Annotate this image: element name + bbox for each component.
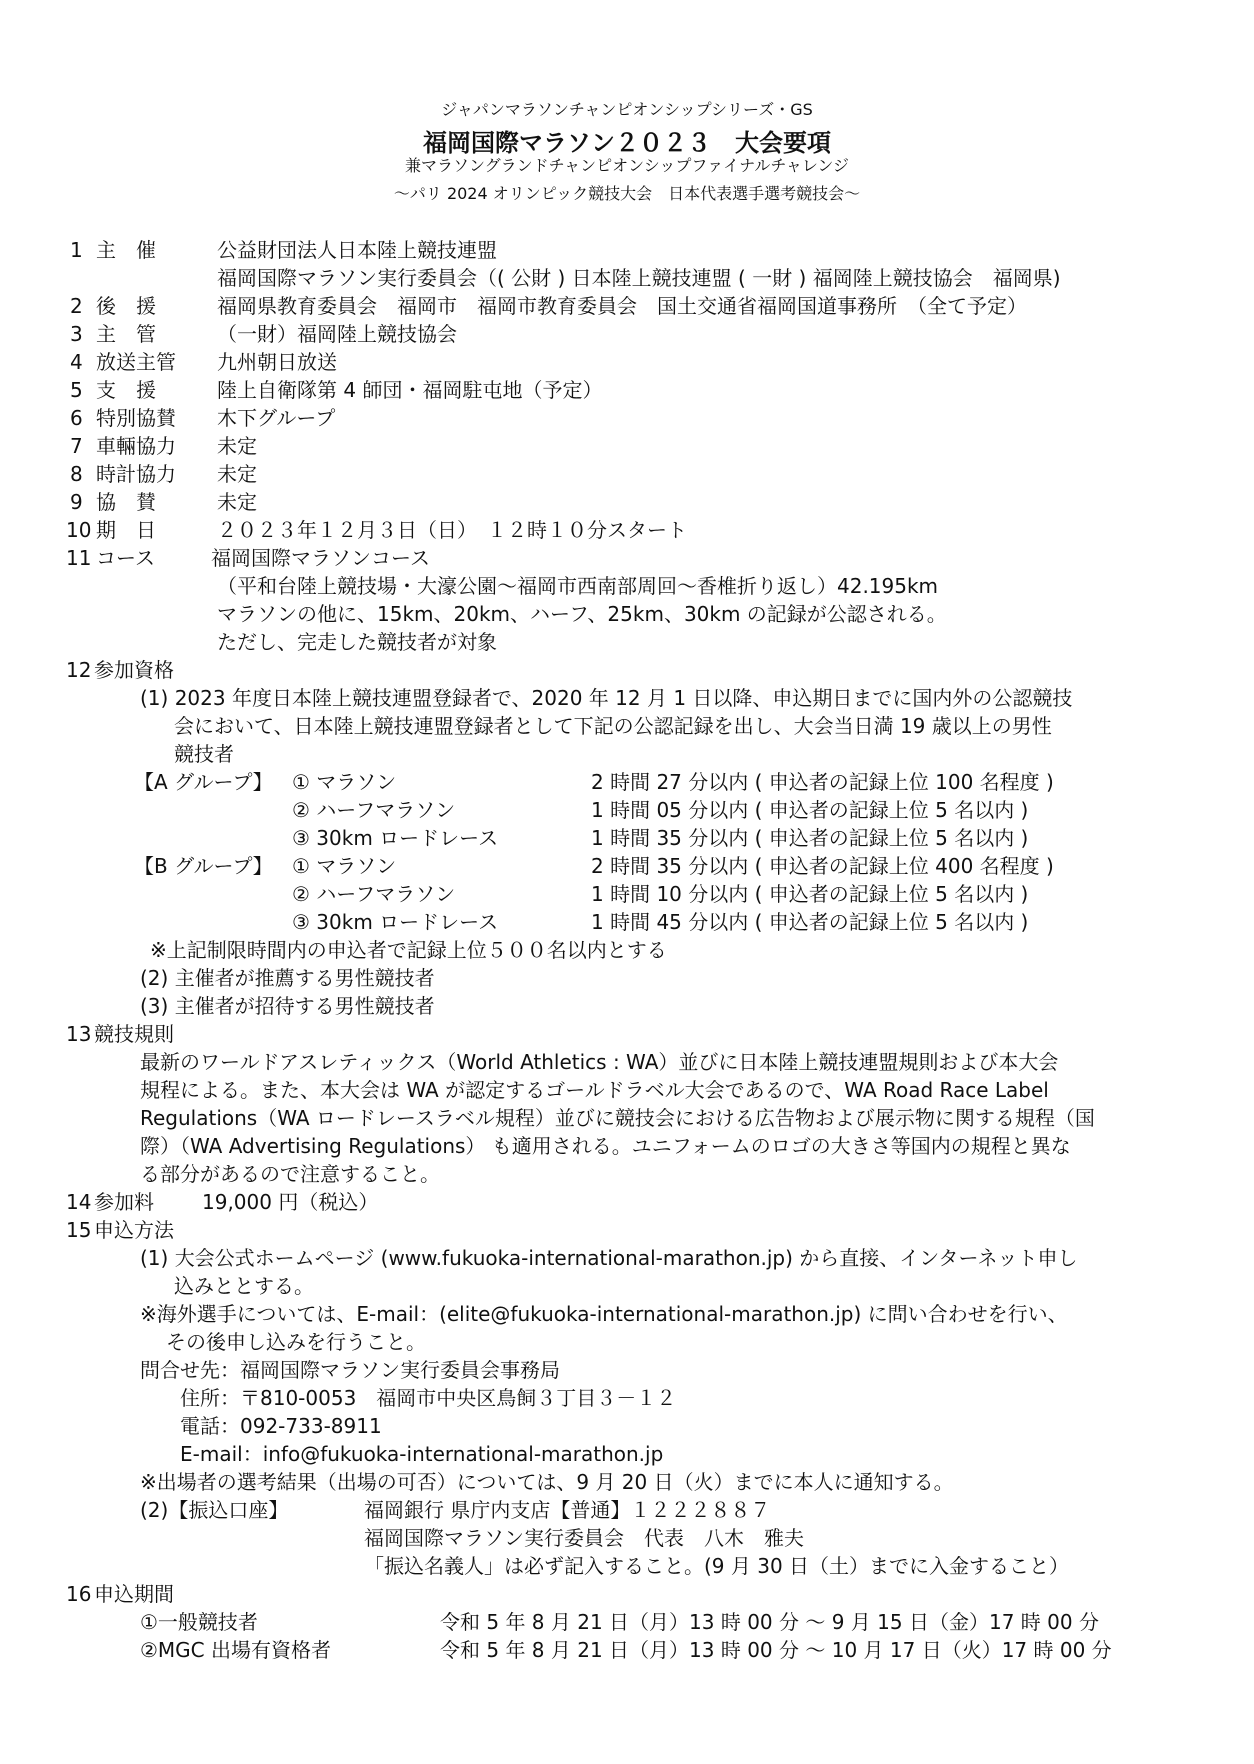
- event-requirement: 2 時間 35 分以内 ( 申込者の記録上位 400 名程度 ): [591, 854, 1054, 878]
- section-number: 1: [70, 238, 83, 262]
- section-text: 九州朝日放送: [217, 350, 337, 374]
- subtitle: 兼マラソングランドチャンピオンシップファイナルチャレンジ: [404, 156, 850, 175]
- section-text: 木下グループ: [217, 406, 336, 430]
- event-requirement: 1 時間 10 分以内 ( 申込者の記録上位 5 名以内 ): [591, 882, 1029, 906]
- section-text: ２０２３年１２月３日（日） １２時１０分スタート: [217, 518, 687, 542]
- section-label: 参加資格: [94, 658, 174, 682]
- section-text: 福岡県教育委員会 福岡市 福岡市教育委員会 国土交通省福岡国道事務所 （全て予定）: [217, 294, 1027, 318]
- eligibility-note: ※上記制限時間内の申込者で記録上位５００名以内とする: [150, 938, 667, 962]
- section-number: 5: [70, 378, 83, 402]
- eligibility-text: (2) 主催者が推薦する男性競技者: [140, 966, 435, 990]
- eligibility-text: (3) 主催者が招待する男性競技者: [140, 994, 435, 1018]
- section-number: 6: [70, 406, 83, 430]
- rules-text: る部分があるので注意すること。: [140, 1162, 440, 1186]
- section-text: 未定: [217, 434, 257, 458]
- section-label: 車輛協力: [96, 434, 176, 458]
- section-label: 申込方法: [94, 1218, 174, 1242]
- section-label: 協 賛: [96, 490, 156, 514]
- section-text: 福岡国際マラソンコース: [211, 546, 430, 570]
- section-text: マラソンの他に、15km、20km、ハーフ、25km、30km の記録が公認される。: [217, 602, 947, 626]
- section-label: 競技規則: [94, 1022, 174, 1046]
- section-label: 特別協賛: [96, 406, 176, 430]
- overseas-note: ※海外選手については、E-mail：(elite@fukuoka-international-marathon.jp) に問い合わせを行い、: [140, 1302, 1068, 1326]
- bank-holder: 福岡国際マラソン実行委員会 代表 八木 雅夫: [364, 1526, 804, 1550]
- group-a-label: 【A グループ】: [134, 770, 273, 794]
- event-name: ③ 30km ロードレース: [292, 826, 499, 850]
- bank-note: 「振込名義人」は必ず記入すること。(9 月 30 日（土）までに入金すること）: [364, 1554, 1070, 1578]
- section-number: 2: [70, 294, 83, 318]
- section-text: 公益財団法人日本陸上競技連盟: [217, 238, 497, 262]
- rules-text: 最新のワールドアスレティックス（World Athletics : WA）並びに日本陸上競技連盟規則および本大会: [140, 1050, 1059, 1074]
- section-label: 主 管: [96, 322, 156, 346]
- rules-text: 際）（WA Advertising Regulations） も適用される。ユニフォームのロゴの大きさ等国内の規程と異な: [140, 1134, 1071, 1158]
- section-number: 8: [70, 462, 83, 486]
- subtitle-olympic: ～パリ 2024 オリンピック競技大会 日本代表選手選考競技会～: [393, 184, 861, 203]
- application-text: 込みととする。: [174, 1274, 314, 1298]
- section-text: ただし、完走した競技者が対象: [217, 630, 497, 654]
- event-name: ① マラソン: [292, 770, 397, 794]
- section-label: 時計協力: [96, 462, 176, 486]
- section-text: （平和台陸上競技場・大濠公園～福岡市西南部周回～香椎折り返し）42.195km: [217, 574, 939, 598]
- series-name: ジャパンマラソンチャンピオンシップシリーズ・GS: [441, 100, 813, 119]
- period-category: ②MGC 出場有資格者: [140, 1638, 332, 1662]
- section-number: 3: [70, 322, 83, 346]
- section-label: 期 日: [96, 518, 156, 542]
- section-number: 14: [66, 1190, 92, 1214]
- section-number: 15: [66, 1218, 92, 1242]
- section-text: 陸上自衛隊第 4 師団・福岡駐屯地（予定）: [217, 378, 603, 402]
- event-requirement: 2 時間 27 分以内 ( 申込者の記録上位 100 名程度 ): [591, 770, 1054, 794]
- event-requirement: 1 時間 05 分以内 ( 申込者の記録上位 5 名以内 ): [591, 798, 1029, 822]
- page-title: 福岡国際マラソン２０２３ 大会要項: [423, 129, 831, 157]
- overseas-note: その後申し込みを行うこと。: [166, 1330, 426, 1354]
- section-label: 支 援: [96, 378, 156, 402]
- contact-email: E-mail：info@fukuoka-international-marathon.jp: [180, 1442, 664, 1466]
- eligibility-text: 競技者: [174, 742, 234, 766]
- fee-amount: 19,000 円（税込）: [202, 1190, 379, 1214]
- section-text: （一財）福岡陸上競技協会: [217, 322, 457, 346]
- section-label: 参加料: [94, 1190, 154, 1214]
- section-number: 7: [70, 434, 83, 458]
- rules-text: 規程による。また、本大会は WA が認定するゴールドラベル大会であるので、WA Road Race Label: [140, 1078, 1049, 1102]
- section-number: 16: [66, 1582, 92, 1606]
- event-requirement: 1 時間 45 分以内 ( 申込者の記録上位 5 名以内 ): [591, 910, 1029, 934]
- section-number: 12: [66, 658, 92, 682]
- event-name: ① マラソン: [292, 854, 397, 878]
- selection-note: ※出場者の選考結果（出場の可否）については、9 月 20 日（火）までに本人に通知する。: [140, 1470, 954, 1494]
- period-dates: 令和 5 年 8 月 21 日（月）13 時 00 分 ～ 9 月 15 日（金）17 時 00 分: [440, 1610, 1099, 1634]
- section-label: 主 催: [96, 238, 156, 262]
- bank-account: 福岡銀行 県庁内支店【普通】１２２２８８７: [364, 1498, 771, 1522]
- section-label: コース: [96, 546, 155, 570]
- section-number: 10: [66, 518, 92, 542]
- section-label: 放送主管: [96, 350, 176, 374]
- contact-phone: 電話：092-733-8911: [180, 1414, 382, 1438]
- section-label: 申込期間: [94, 1582, 174, 1606]
- event-requirement: 1 時間 35 分以内 ( 申込者の記録上位 5 名以内 ): [591, 826, 1029, 850]
- section-label: 後 援: [96, 294, 156, 318]
- section-number: 13: [66, 1022, 92, 1046]
- section-text: 福岡国際マラソン実行委員会（( 公財 ) 日本陸上競技連盟 ( 一財 ) 福岡陸上競技協会 福岡県): [217, 266, 1061, 290]
- section-text: 未定: [217, 490, 257, 514]
- section-number: 9: [70, 490, 83, 514]
- event-name: ② ハーフマラソン: [292, 882, 456, 906]
- group-b-label: 【B グループ】: [134, 854, 273, 878]
- eligibility-text: 会において、日本陸上競技連盟登録者として下記の公認記録を出し、大会当日満 19 歳以上の男性: [174, 714, 1052, 738]
- bank-account-label: (2)【振込口座】: [140, 1498, 289, 1522]
- event-name: ② ハーフマラソン: [292, 798, 456, 822]
- section-number: 4: [70, 350, 83, 374]
- event-name: ③ 30km ロードレース: [292, 910, 499, 934]
- section-text: 未定: [217, 462, 257, 486]
- contact-address: 住所：〒810-0053 福岡市中央区鳥飼３丁目３－１２: [180, 1386, 677, 1410]
- period-dates: 令和 5 年 8 月 21 日（月）13 時 00 分 ～ 10 月 17 日（火）17 時 00 分: [440, 1638, 1112, 1662]
- period-category: ①一般競技者: [140, 1610, 258, 1634]
- eligibility-text: (1) 2023 年度日本陸上競技連盟登録者で、2020 年 12 月 1 日以降、申込期日までに国内外の公認競技: [140, 686, 1073, 710]
- rules-text: Regulations（WA ロードレースラベル規程）並びに競技会における広告物および展示物に関する規程（国: [140, 1106, 1095, 1130]
- section-number: 11: [66, 546, 92, 570]
- application-text: (1) 大会公式ホームページ (www.fukuoka-international-marathon.jp) から直接、インターネット申し: [140, 1246, 1078, 1270]
- contact-title: 問合せ先：福岡国際マラソン実行委員会事務局: [140, 1358, 560, 1382]
